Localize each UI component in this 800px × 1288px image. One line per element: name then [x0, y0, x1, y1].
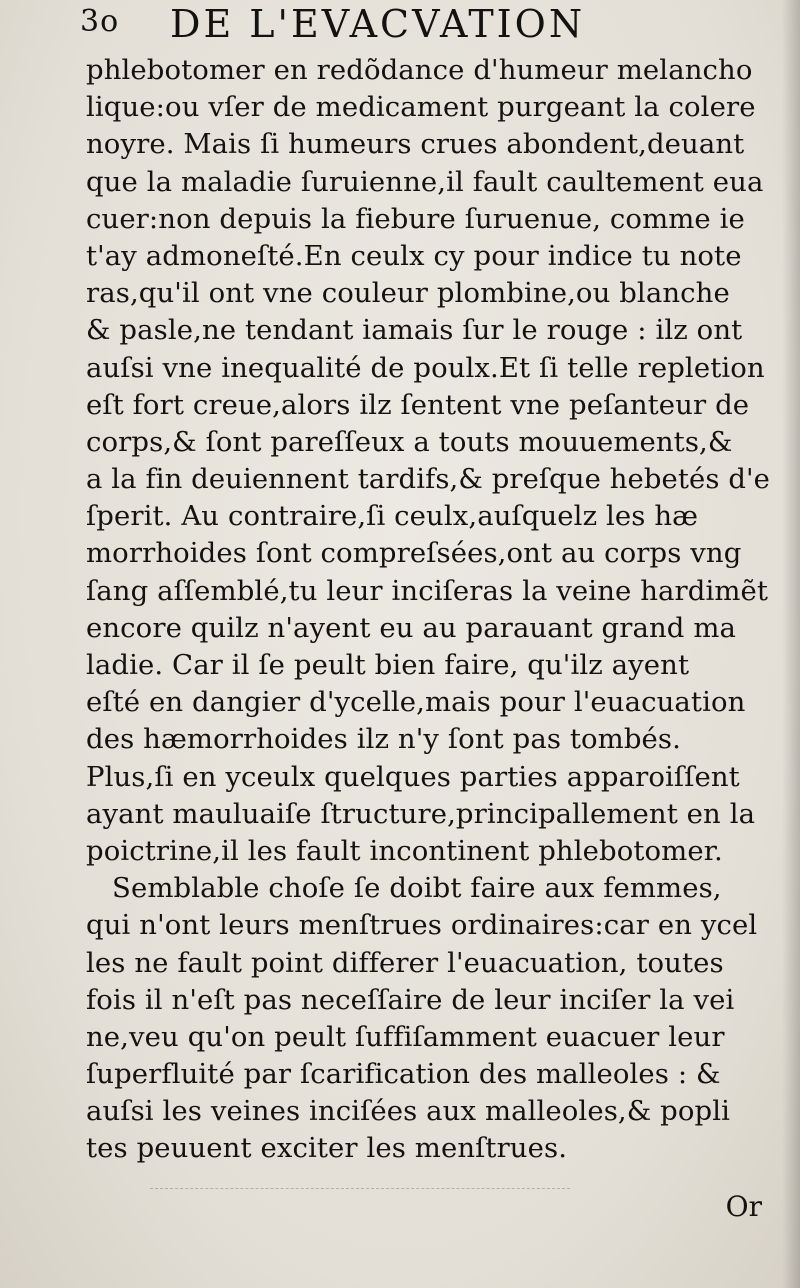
text-line: qui n'ont leurs menſtrues ordinaires:car en ycel — [86, 909, 758, 942]
catchword: Or — [725, 1190, 762, 1223]
text-line: des hæmorrhoides ilz n'y ſont pas tombés. — [86, 723, 681, 756]
text-line: eſt fort creue,alors ilz ſentent vne peſanteur de — [86, 388, 750, 421]
text-line: Plus,ſi en yceulx quelques parties apparoiſſent — [86, 760, 740, 793]
text-line: a la fin deuiennent tardifs,& preſque hebetés d'e — [86, 463, 771, 496]
text-line: lique:ou vſer de medicament purgeant la colere — [86, 91, 756, 124]
text-line: corps,& ſont pareſſeux a touts mouuements,& — [86, 425, 733, 458]
text-line: les ne fault point differer l'euacuation, toutes — [86, 946, 724, 979]
text-line: morrhoides ſont compreſsées,ont au corps vng — [86, 537, 742, 570]
text-line: auſsi vne inequalité de poulx.Et ſi telle repletion — [86, 351, 765, 384]
text-line: t'ay admoneſté.En ceulx cy pour indice tu note — [86, 239, 742, 272]
text-line: fois il n'eſt pas neceſſaire de leur inciſer la vei — [86, 983, 735, 1016]
running-head: DE L'EVACVATION — [170, 2, 586, 46]
text-line: phlebotomer en redõdance d'humeur melancho — [86, 54, 753, 86]
text-line: ſuperfluité par ſcarification des malleoles : & — [86, 1058, 721, 1091]
text-line: ras,qu'il ont vne couleur plombine,ou blanche — [86, 277, 730, 310]
page-gutter-shadow — [782, 0, 800, 1288]
text-line: ſperit. Au contraire,ſi ceulx,auſquelz les hæ — [86, 500, 699, 533]
page-header — [80, 2, 720, 46]
text-line: ladie. Car il ſe peult bien faire, qu'ilz ayent — [86, 649, 690, 681]
text-line: & pasle,ne tendant iamais ſur le rouge : ilz ont — [86, 314, 743, 347]
text-line: poictrine,il les fault incontinent phlebotomer. — [86, 834, 723, 867]
text-line: encore quilz n'ayent eu au parauant grand ma — [86, 611, 737, 644]
text-block — [86, 52, 770, 1168]
text-line: Semblable choſe ſe doibt faire aux femmes, — [112, 872, 722, 905]
page-number: 3o — [80, 4, 120, 39]
text-line: ne,veu qu'on peult ſuffiſamment euacuer leur — [86, 1020, 725, 1053]
text-line: auſsi les veines inciſées aux malleoles,& popli — [86, 1095, 731, 1128]
text-line: ayant mauluaiſe ſtructure,principallement en la — [86, 797, 756, 830]
text-line: tes peuuent exciter les menſtrues. — [86, 1132, 568, 1165]
page-bottom-rule — [150, 1188, 570, 1189]
text-line: cuer:non depuis la fiebure ſuruenue, comme ie — [86, 202, 745, 235]
text-line: que la maladie ſuruienne,il fault caultement eua — [86, 165, 764, 198]
text-line: eſté en dangier d'ycelle,mais pour l'euacuation — [86, 686, 746, 719]
text-line: ſang aſſemblé,tu leur inciſeras la veine hardimẽt — [86, 574, 769, 607]
text-line: noyre. Mais ſi humeurs crues abondent,deuant — [86, 128, 745, 161]
